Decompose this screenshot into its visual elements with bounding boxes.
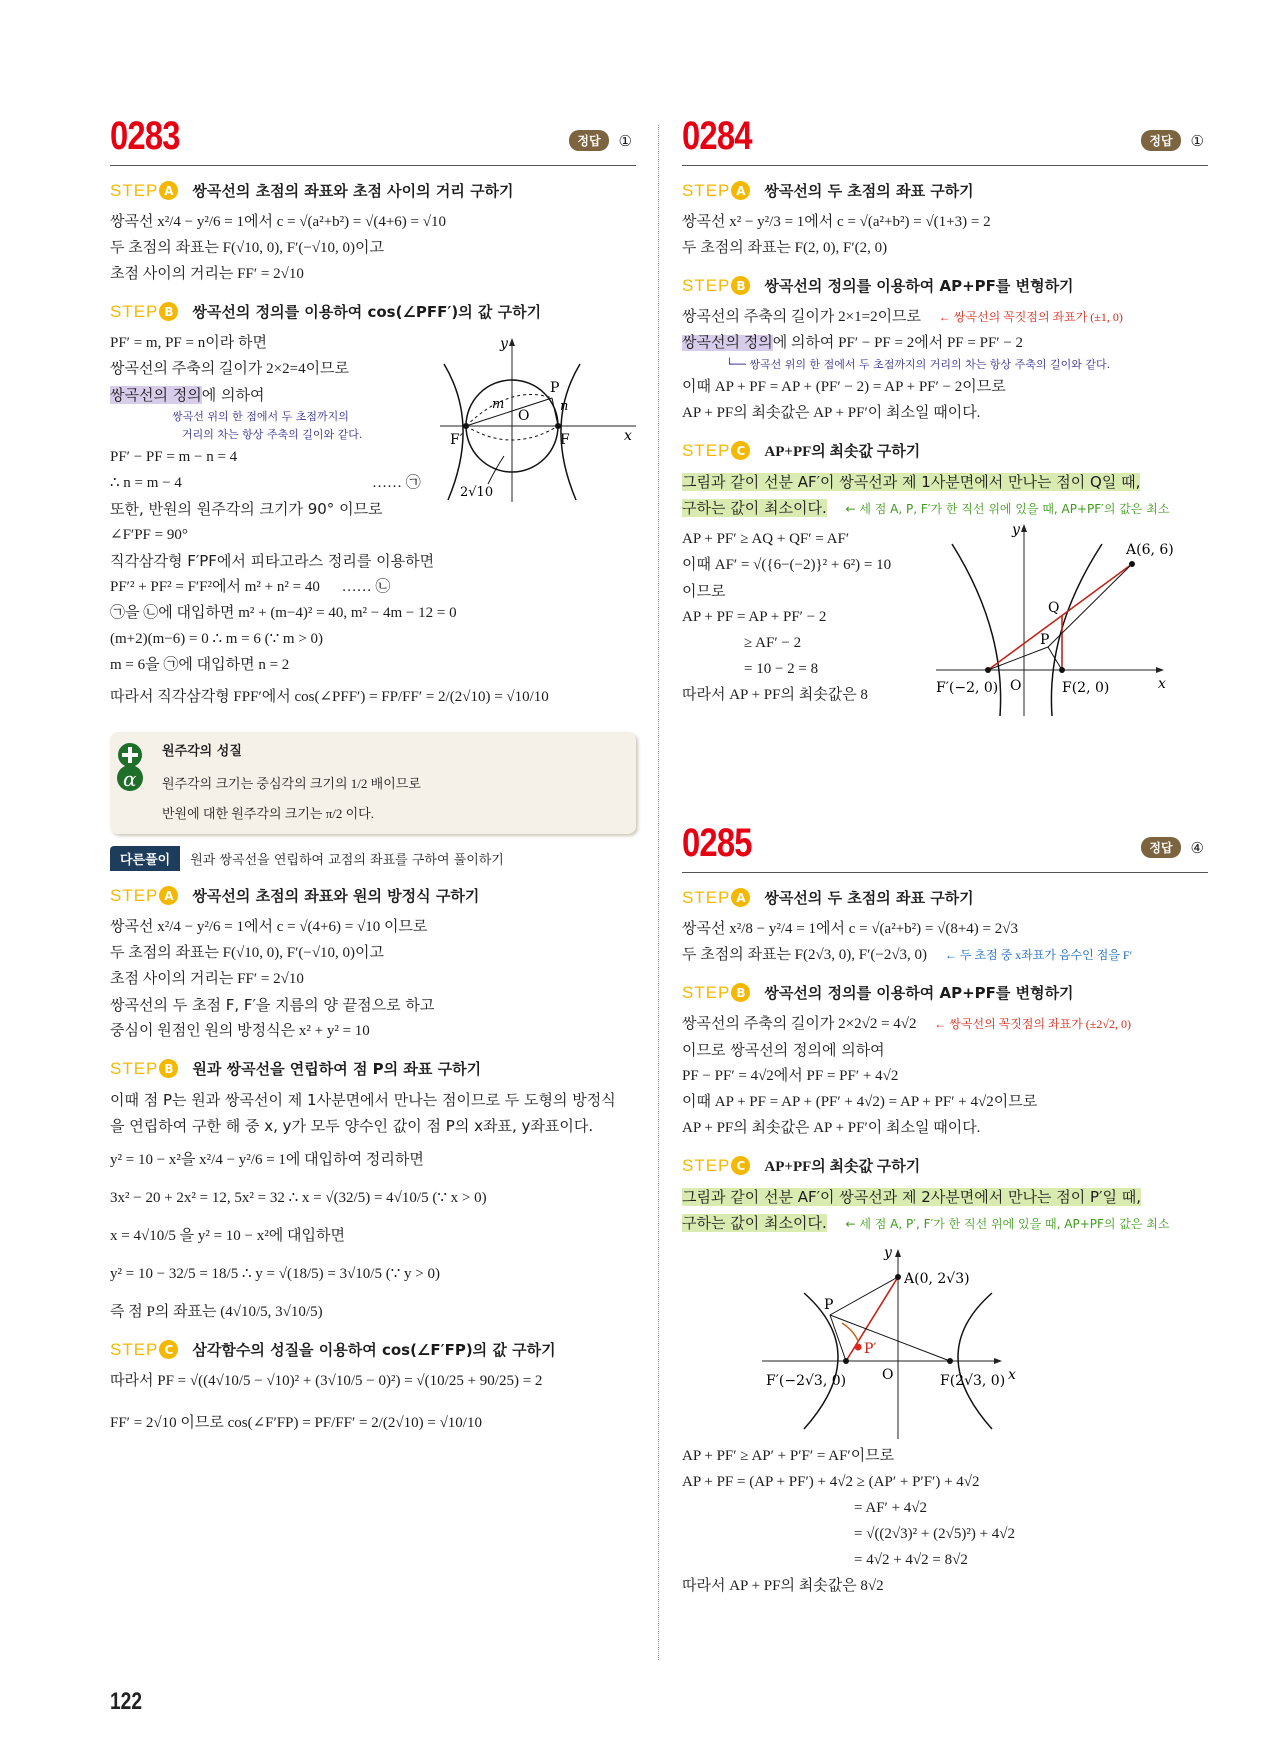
text-line: x = 4√10/5 을 y² = 10 − x²에 대입하면 <box>110 1228 345 1244</box>
note-definition-1: 쌍곡선 위의 한 점에서 두 초점까지의 <box>172 410 349 423</box>
svg-text:P: P <box>550 380 560 396</box>
text-line <box>682 1184 1208 1210</box>
text-line: 따라서 직각삼각형 FPF′에서 cos(∠PFF′) = FP/FF′ = 2/(2√10) = √10/10 <box>110 689 549 705</box>
text-line: 두 초점의 좌표는 F(2, 0), F′(2, 0) <box>682 240 888 256</box>
alt-step-c <box>110 1339 636 1360</box>
tip-line: 원주각의 크기는 중심각의 크기의 1/2 배이므로 <box>162 776 421 791</box>
text-line: 따라서 PF = √((4√10/5 − √10)² + (3√10/5 − 0)²) = √(10/25 + 90/25) = 2 <box>110 1373 543 1389</box>
alt-step-b <box>110 1058 636 1079</box>
step-title: 쌍곡선의 두 초점의 좌표 구하기 <box>764 182 974 200</box>
text-line: 이므로 쌍곡선의 정의에 의하여 <box>682 1041 885 1059</box>
text-line <box>682 469 1208 495</box>
text-line: 을 연립하여 구한 해 중 x, y가 모두 양수인 값이 점 P의 x좌표, y좌표이다. <box>110 1117 594 1135</box>
alternative-badge: 다른풀이 <box>110 846 180 871</box>
step-title: 쌍곡선의 정의를 이용하여 AP+PF를 변형하기 <box>764 277 1074 295</box>
svg-text:x: x <box>624 428 632 444</box>
svg-text:Q: Q <box>1048 600 1060 616</box>
text-line: 따라서 AP + PF의 최솟값은 8 <box>682 687 868 703</box>
text-line: 쌍곡선 x²/8 − y²/4 = 1에서 c = √(a²+b²) = √(8+4) = 2√3 <box>682 921 1018 937</box>
text-line: y² = 10 − 32/5 = 18/5 ∴ y = √(18/5) = 3√10/5 (∵ y > 0) <box>110 1266 440 1282</box>
text-line: 초점 사이의 거리는 FF′ = 2√10 <box>110 971 304 987</box>
svg-text:F: F <box>560 432 570 448</box>
hyperbola-figure-0284 <box>936 520 1196 720</box>
note-collinear: ← 세 점 A, P′, F′가 한 직선 위에 있을 때, AP+PF의 값은 최소 <box>845 1217 1170 1231</box>
text-line <box>682 495 1208 522</box>
answer <box>1141 837 1204 858</box>
step-label: STEP <box>682 180 731 200</box>
text-fragment: ∴ n = m − 4 <box>110 475 182 491</box>
text-line: 직각삼각형 F′PF에서 피타고라스 정리를 이용하면 <box>110 552 435 570</box>
svg-text:F(2√3, 0): F(2√3, 0) <box>940 1373 1006 1389</box>
text-line: 쌍곡선 x² − y²/3 = 1에서 c = √(a²+b²) = √(1+3) = 2 <box>682 214 991 230</box>
text-line: 이므로 <box>682 582 726 600</box>
text-line: y² = 10 − x²을 x²/4 − y²/6 = 1에 대입하여 정리하면 <box>110 1152 424 1168</box>
text-line <box>682 1011 1208 1037</box>
answer-badge: 정답 <box>569 130 608 151</box>
tip-title: 원주각의 성질 <box>162 744 242 759</box>
text-line: 3x² − 20 + 2x² = 12, 5x² = 32 ∴ x = √(32/5) = 4√10/5 (∵ x > 0) <box>110 1190 487 1206</box>
text-line <box>682 1210 1208 1237</box>
text-line: = 10 − 2 = 8 <box>744 661 819 677</box>
text-fragment: 에 의하여 PF′ − PF = 2에서 PF = PF′ − 2 <box>772 335 1024 351</box>
answer-value: ① <box>618 131 632 150</box>
problem-header <box>682 815 1208 873</box>
step-letter-icon: B <box>159 302 178 321</box>
text-line: 중심이 원점인 원의 방정식은 x² + y² = 10 <box>110 1023 370 1039</box>
svg-text:O: O <box>1010 678 1022 694</box>
step-c <box>682 440 1208 461</box>
step-a <box>110 180 636 201</box>
svg-text:n: n <box>560 399 569 414</box>
text-line: PF − PF′ = 4√2에서 PF = PF′ + 4√2 <box>682 1068 899 1084</box>
answer-value: ① <box>1190 131 1204 150</box>
text-line <box>682 942 1208 968</box>
step-title: AP+PF의 최솟값 구하기 <box>764 1159 921 1175</box>
step-letter-icon: B <box>159 1059 178 1078</box>
step-title: 쌍곡선의 두 초점의 좌표 구하기 <box>764 889 974 907</box>
problem-header <box>110 108 636 166</box>
text-line <box>110 574 636 600</box>
tip-box <box>110 732 636 834</box>
arrow-icon: └── <box>726 358 750 371</box>
highlight-text: 그림과 같이 선분 AF′이 쌍곡선과 제 2사분면에서 만나는 점이 P′일 때, <box>682 1188 1141 1206</box>
svg-text:O: O <box>882 1367 894 1383</box>
svg-text:F′(−2√3, 0): F′(−2√3, 0) <box>766 1373 847 1389</box>
svg-text:m: m <box>492 397 505 412</box>
step-title: AP+PF의 최솟값 구하기 <box>764 444 921 460</box>
problem-header <box>682 108 1208 166</box>
step-letter-icon: C <box>731 1156 750 1175</box>
answer-badge: 정답 <box>1141 130 1180 151</box>
text-line: 이때 점 P는 원과 쌍곡선이 제 1사분면에서 만나는 점이므로 두 도형의 방정식 <box>110 1091 616 1109</box>
text-line: PF′ − PF = m − n = 4 <box>110 449 238 465</box>
step-label: STEP <box>110 180 159 200</box>
step-letter-icon: A <box>159 181 178 200</box>
svg-text:x: x <box>1158 676 1166 692</box>
step-letter-icon: C <box>159 1340 178 1359</box>
text-line: m = 6을 ㉠에 대입하면 n = 2 <box>110 657 290 673</box>
text-line: AP + PF의 최솟값은 AP + PF′이 최소일 때이다. <box>682 405 981 421</box>
note-definition <box>726 356 1208 374</box>
text-line <box>682 330 1208 356</box>
svg-text:α: α <box>123 767 137 791</box>
text-line: 즉 점 P의 좌표는 (4√10/5, 3√10/5) <box>110 1304 323 1320</box>
step-title: 쌍곡선의 초점의 좌표와 원의 방정식 구하기 <box>192 887 480 905</box>
note-negative-focus: ← 두 초점 중 x좌표가 음수인 점을 F′ <box>944 948 1133 962</box>
text-line: 이때 AP + PF = AP + (PF′ − 2) = AP + PF′ − 2이므로 <box>682 379 1006 395</box>
text-line: AP + PF = (AP + PF′) + 4√2 ≥ (AP′ + P′F′) + 4√2 <box>682 1474 980 1490</box>
answer <box>1141 130 1204 151</box>
text-line: ∠F′PF = 90° <box>110 527 188 543</box>
text-line: = AF′ + 4√2 <box>854 1500 928 1516</box>
text-line: 두 초점의 좌표는 F(√10, 0), F′(−√10, 0)이고 <box>110 240 385 256</box>
alt-step-a <box>110 885 636 906</box>
svg-text:P: P <box>1040 632 1050 648</box>
text-line: 쌍곡선 x²/4 − y²/6 = 1에서 c = √(4+6) = √10 이므로 <box>110 919 428 935</box>
step-a <box>682 887 1208 908</box>
step-letter-icon: A <box>159 886 178 905</box>
svg-text:P: P <box>824 1297 834 1313</box>
svg-text:y: y <box>1012 522 1020 538</box>
svg-text:F′(−2, 0): F′(−2, 0) <box>936 680 999 696</box>
text-line: ≥ AF′ − 2 <box>744 635 802 651</box>
svg-text:F′: F′ <box>450 432 463 448</box>
text-line: 쌍곡선의 두 초점 F, F′을 지름의 양 끝점으로 하고 <box>110 996 435 1014</box>
text-line: PF′ = m, PF = n이라 하면 <box>110 335 267 351</box>
step-label: STEP <box>682 982 731 1002</box>
marker-1: …… ㉠ <box>372 475 421 491</box>
problem-0285 <box>682 815 1208 1599</box>
step-label: STEP <box>682 440 731 460</box>
svg-text:x: x <box>1008 1367 1016 1383</box>
step-label: STEP <box>682 887 731 907</box>
note-collinear: ← 세 점 A, P, F′가 한 직선 위에 있을 때, AP+PF′의 값은 최소 <box>845 502 1170 516</box>
step-b <box>682 982 1208 1003</box>
text-line: AP + PF′ ≥ AP′ + P′F′ = AF′이므로 <box>682 1448 895 1464</box>
svg-text:P′: P′ <box>864 1341 877 1357</box>
step-title: 쌍곡선의 정의를 이용하여 cos(∠PFF′)의 값 구하기 <box>192 303 542 321</box>
text-line: 두 초점의 좌표는 F(√10, 0), F′(−√10, 0)이고 <box>110 945 385 961</box>
note-definition-2: 거리의 차는 항상 주축의 길이와 같다. <box>182 428 363 441</box>
text-line: 쌍곡선의 주축의 길이가 2×2=4이므로 <box>110 361 350 377</box>
note-vertex: ← 쌍곡선의 꼭짓점의 좌표가 (±1, 0) <box>938 310 1123 324</box>
answer-badge: 정답 <box>1141 837 1180 858</box>
problem-number: 0285 <box>682 821 752 865</box>
highlight-definition: 쌍곡선의 정의 <box>682 335 773 351</box>
step-title: 쌍곡선의 초점의 좌표와 초점 사이의 거리 구하기 <box>192 182 514 200</box>
circle-hyperbola-figure <box>440 334 636 504</box>
text-fragment: 쌍곡선의 주축의 길이가 2×1=2이므로 <box>682 309 922 325</box>
text-line: AP + PF의 최솟값은 AP + PF′이 최소일 때이다. <box>682 1120 981 1136</box>
step-title: 삼각함수의 성질을 이용하여 cos(∠F′FP)의 값 구하기 <box>192 1341 556 1359</box>
tip-line: 반원에 대한 원주각의 크기는 π/2 이다. <box>162 806 374 821</box>
svg-text:A(0, 2√3): A(0, 2√3) <box>904 1271 970 1287</box>
text-line: 따라서 AP + PF의 최솟값은 8√2 <box>682 1578 884 1594</box>
step-title: 쌍곡선의 정의를 이용하여 AP+PF를 변형하기 <box>764 984 1074 1002</box>
hyperbola-figure-0285 <box>762 1243 1042 1443</box>
highlight-text: 구하는 값이 최소이다. <box>682 1214 827 1232</box>
step-letter-icon: B <box>731 983 750 1002</box>
step-label: STEP <box>682 1155 731 1175</box>
svg-text:y: y <box>884 1245 892 1261</box>
text-line: 이때 AF′ = √({6−(−2)}² + 6²) = 10 <box>682 557 892 573</box>
step-letter-icon: B <box>731 276 750 295</box>
step-b <box>110 301 636 322</box>
step-b <box>682 275 1208 296</box>
problem-0283 <box>110 108 636 1436</box>
svg-text:O: O <box>518 408 530 424</box>
text-line <box>682 304 1208 330</box>
text-line: AP + PF′ ≥ AQ + QF′ = AF′ <box>682 531 850 547</box>
problem-number: 0283 <box>110 114 180 158</box>
step-letter-icon: A <box>731 888 750 907</box>
step-a <box>682 180 1208 201</box>
answer-value: ④ <box>1190 838 1204 857</box>
text-fragment: PF′² + PF² = F′F²에서 m² + n² = 40 <box>110 579 320 595</box>
alternative-title: 원과 쌍곡선을 연립하여 교점의 좌표를 구하여 풀이하기 <box>190 853 504 868</box>
note-text: 쌍곡선 위의 한 점에서 두 초점까지의 거리의 차는 항상 주축의 길이와 같다. <box>749 358 1111 371</box>
step-label: STEP <box>110 1339 159 1359</box>
step-letter-icon: A <box>731 181 750 200</box>
problem-0284 <box>682 108 1208 716</box>
step-title: 원과 쌍곡선을 연립하여 점 P의 좌표 구하기 <box>192 1060 482 1078</box>
step-label: STEP <box>110 885 159 905</box>
highlight-text: 구하는 값이 최소이다. <box>682 499 827 517</box>
marker-2: …… ㉡ <box>341 579 391 595</box>
text-fragment: 쌍곡선의 주축의 길이가 2×2√2 = 4√2 <box>682 1016 917 1032</box>
step-label: STEP <box>110 1058 159 1078</box>
text-line: AP + PF = AP + PF′ − 2 <box>682 609 827 625</box>
highlight-text: 그림과 같이 선분 AF′이 쌍곡선과 제 1사분면에서 만나는 점이 Q일 때, <box>682 473 1141 491</box>
text-line: = 4√2 + 4√2 = 8√2 <box>854 1552 968 1568</box>
column-divider <box>658 125 659 1660</box>
y-axis-label: y <box>500 336 508 352</box>
text-line: ㉠을 ㉡에 대입하면 m² + (m−4)² = 40, m² − 4m − 12 = 0 <box>110 605 457 621</box>
text-line: 이때 AP + PF = AP + (PF′ + 4√2) = AP + PF′ + 4√2이므로 <box>682 1094 1038 1110</box>
step-c <box>682 1155 1208 1176</box>
step-label: STEP <box>110 301 159 321</box>
text-line: 또한, 반원의 원주각의 크기가 90° 이므로 <box>110 500 383 518</box>
text-line: (m+2)(m−6) = 0 ∴ m = 6 (∵ m > 0) <box>110 631 324 647</box>
text-line: FF′ = 2√10 이므로 cos(∠F′FP) = PF/FF′ = 2/(2√10) = √10/10 <box>110 1415 482 1431</box>
text-line: = √((2√3)² + (2√5)²) + 4√2 <box>854 1526 1016 1542</box>
problem-number: 0284 <box>682 114 752 158</box>
text-fragment: 두 초점의 좌표는 F(2√3, 0), F′(−2√3, 0) <box>682 947 928 963</box>
step-label: STEP <box>682 275 731 295</box>
text-line: 초점 사이의 거리는 FF′ = 2√10 <box>110 266 304 282</box>
plus-alpha-icon <box>116 742 144 792</box>
page-number: 122 <box>110 1688 143 1715</box>
svg-text:A(6, 6): A(6, 6) <box>1126 542 1174 558</box>
text-fragment: 에 의하여 <box>201 386 265 404</box>
note-vertex: ← 쌍곡선의 꼭짓점의 좌표가 (±2√2, 0) <box>934 1017 1131 1031</box>
alternative-solution-bar <box>110 846 636 871</box>
answer <box>569 130 632 151</box>
step-letter-icon: C <box>731 441 750 460</box>
svg-text:2√10: 2√10 <box>460 485 494 500</box>
text-line: 쌍곡선 x²/4 − y²/6 = 1에서 c = √(a²+b²) = √(4+6) = √10 <box>110 214 446 230</box>
svg-text:F(2, 0): F(2, 0) <box>1062 680 1110 696</box>
highlight-definition: 쌍곡선의 정의 <box>110 386 202 404</box>
